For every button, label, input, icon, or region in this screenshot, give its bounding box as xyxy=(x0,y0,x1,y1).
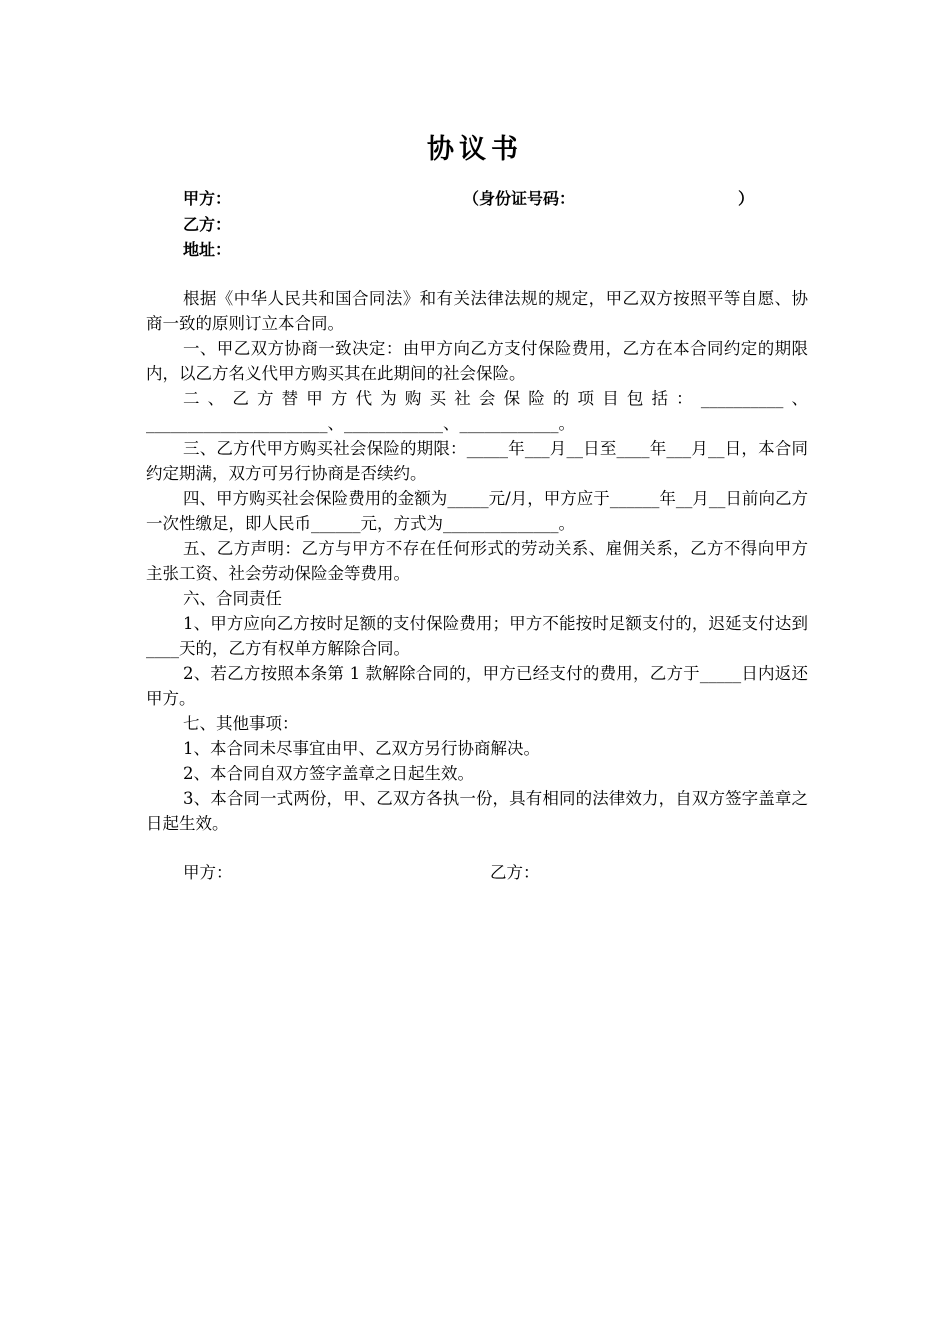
paragraph-clause-7-heading: 七、其他事项： xyxy=(183,714,299,733)
paragraph-clause-6-2: 2、若乙方按照本条第 1 款解除合同的，甲方已经支付的费用，乙方于_____日内返还甲方。 xyxy=(146,664,808,708)
paragraph-clause-2: 二、乙方替甲方代为购买社会保险的项目包括：__________、______________________、____________、____________。 xyxy=(146,389,808,433)
party-b-label: 乙方： xyxy=(183,215,232,234)
paragraph-clause-6-heading: 六、合同责任 xyxy=(183,589,282,608)
signature-party-b: 乙方： xyxy=(490,863,540,882)
paragraph-clause-7-3: 3、本合同一式两份，甲、乙双方各执一份，具有相同的法律效力，自双方签字盖章之日起生效。 xyxy=(146,789,808,833)
paragraph-clause-5: 五、乙方声明：乙方与甲方不存在任何形式的劳动关系、雇佣关系，乙方不得向甲方主张工资、社会劳动保险金等费用。 xyxy=(146,539,808,583)
paragraph-clause-7-2: 2、本合同自双方签字盖章之日起生效。 xyxy=(183,764,474,783)
paragraph-clause-4: 四、甲方购买社会保险费用的金额为_____元/月，甲方应于______年__月__日前向乙方一次性缴足，即人民币______元，方式为______________。 xyxy=(146,489,808,533)
paragraph-clause-6-1: 1、甲方应向乙方按时足额的支付保险费用；甲方不能按时足额支付的，迟延支付达到____天的，乙方有权单方解除合同。 xyxy=(146,614,808,658)
signature-party-a: 甲方： xyxy=(183,863,233,882)
paragraph-clause-1: 一、甲乙双方协商一致决定：由甲方向乙方支付保险费用，乙方在本合同约定的期限内，以乙方名义代甲方购买其在此期间的社会保险。 xyxy=(146,339,808,383)
contract-body xyxy=(146,286,808,836)
address-label: 地址： xyxy=(183,240,232,259)
party-a-label: 甲方： xyxy=(183,189,232,208)
id-number-close: ） xyxy=(738,189,755,208)
paragraph-clause-7-1: 1、本合同未尽事宜由甲、乙双方另行协商解决。 xyxy=(183,739,540,758)
document-title: 协议书 xyxy=(427,134,523,165)
paragraph-preamble: 根据《中华人民共和国合同法》和有关法律法规的规定，甲乙双方按照平等自愿、协商一致的原则订立本合同。 xyxy=(146,289,808,333)
paragraph-clause-3: 三、乙方代甲方购买社会保险的期限：_____年___月__日至____年___月__日，本合同约定期满，双方可另行协商是否续约。 xyxy=(146,439,808,483)
id-number-label: （身份证号码： xyxy=(463,189,576,208)
